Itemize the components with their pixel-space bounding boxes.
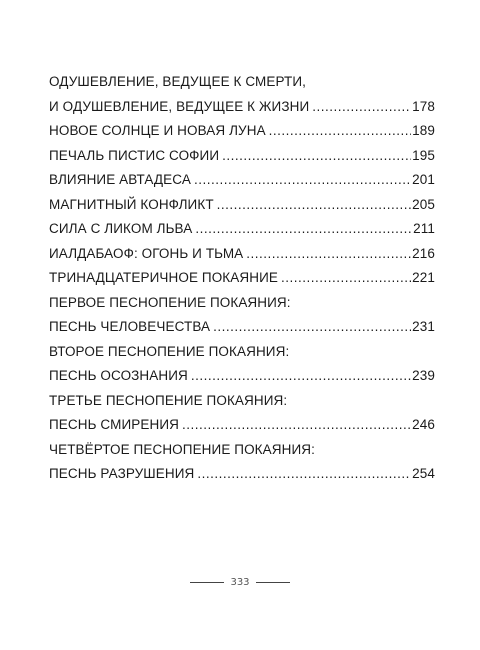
dot-leader: [197, 462, 411, 487]
dot-leader: [269, 119, 412, 144]
toc-page-number: 201: [412, 172, 435, 187]
toc-page-number: 189: [412, 123, 435, 138]
toc-line: [49, 266, 435, 291]
toc-line: [49, 119, 435, 144]
toc-entry-title: ПЕЧАЛЬ ПИСТИС СОФИИ: [49, 147, 220, 163]
toc-line: [49, 389, 435, 414]
toc-line: [49, 413, 435, 438]
toc-line: [49, 168, 435, 193]
toc-line: [49, 217, 435, 242]
toc-entry-title: ТРЕТЬЕ ПЕСНОПЕНИЕ ПОКАЯНИЯ:: [49, 392, 288, 408]
toc-entry-title: ПЕСНЬ РАЗРУШЕНИЯ: [49, 466, 195, 481]
toc-entry-title: ПЕСНЬ СМИРЕНИЯ: [49, 417, 179, 432]
dot-leader: [217, 193, 412, 218]
dot-leader: [246, 242, 411, 267]
toc-line: [49, 315, 435, 340]
toc-entry-title: ВЛИЯНИЕ АВТАДЕСА: [49, 172, 191, 187]
toc-line: [49, 438, 435, 463]
toc-page-number: 246: [412, 417, 435, 432]
toc-entry-title: СИЛА С ЛИКОМ ЛЬВА: [49, 221, 193, 236]
dot-leader: [222, 144, 411, 169]
toc-entry-title: И ОДУШЕВЛЕНИЕ, ВЕДУЩЕЕ К ЖИЗНИ: [49, 98, 310, 114]
dot-leader: [312, 95, 411, 120]
toc-page-number: 254: [412, 466, 435, 481]
toc-page-number: 239: [412, 368, 435, 383]
toc-line: [49, 70, 435, 95]
table-of-contents: [49, 70, 435, 487]
toc-line: [49, 364, 435, 389]
dot-leader: [182, 413, 411, 438]
toc-entry-title: ПЕРВОЕ ПЕСНОПЕНИЕ ПОКАЯНИЯ:: [49, 294, 291, 310]
toc-page-number: 211: [413, 221, 435, 236]
page-number: 333: [230, 577, 250, 588]
toc-line: [49, 340, 435, 365]
toc-entry-title: ОДУШЕВЛЕНИЕ, ВЕДУЩЕЕ К СМЕРТИ,: [49, 74, 306, 89]
toc-page-number: 178: [412, 98, 435, 114]
dot-leader: [194, 168, 411, 193]
toc-line: [49, 242, 435, 267]
toc-page-number: 231: [412, 319, 435, 334]
toc-entry-title: ПЕСНЬ ЧЕЛОВЕЧЕСТВА: [49, 319, 211, 334]
toc-page-number: 216: [412, 245, 435, 261]
toc-line: [49, 291, 435, 316]
toc-entry-title: ЧЕТВЁРТОЕ ПЕСНОПЕНИЕ ПОКАЯНИЯ:: [49, 441, 315, 457]
dot-leader: [213, 315, 411, 340]
dot-leader: [281, 266, 411, 291]
toc-entry-title: МАГНИТНЫЙ КОНФЛИКТ: [49, 196, 214, 212]
toc-line: [49, 193, 435, 218]
toc-page-number: 195: [412, 147, 435, 163]
folio-rule-right: [256, 582, 290, 583]
toc-entry-title: НОВОЕ СОЛНЦЕ И НОВАЯ ЛУНА: [49, 123, 266, 138]
toc-entry-title: ТРИНАДЦАТЕРИЧНОЕ ПОКАЯНИЕ: [49, 270, 278, 285]
toc-line: [49, 144, 435, 169]
toc-line: [49, 462, 435, 487]
toc-entry-title: ВТОРОЕ ПЕСНОПЕНИЕ ПОКАЯНИЯ:: [49, 343, 290, 359]
toc-line: [49, 95, 435, 120]
toc-page-number: 205: [412, 196, 435, 212]
toc-page-number: 221: [412, 270, 435, 285]
dot-leader: [195, 217, 412, 242]
folio-rule-left: [190, 582, 224, 583]
toc-entry-title: ПЕСНЬ ОСОЗНАНИЯ: [49, 368, 188, 383]
toc-entry-title: ИАЛДАБАОФ: ОГОНЬ И ТЬМА: [49, 245, 244, 261]
page-folio: [0, 577, 480, 588]
dot-leader: [191, 364, 411, 389]
